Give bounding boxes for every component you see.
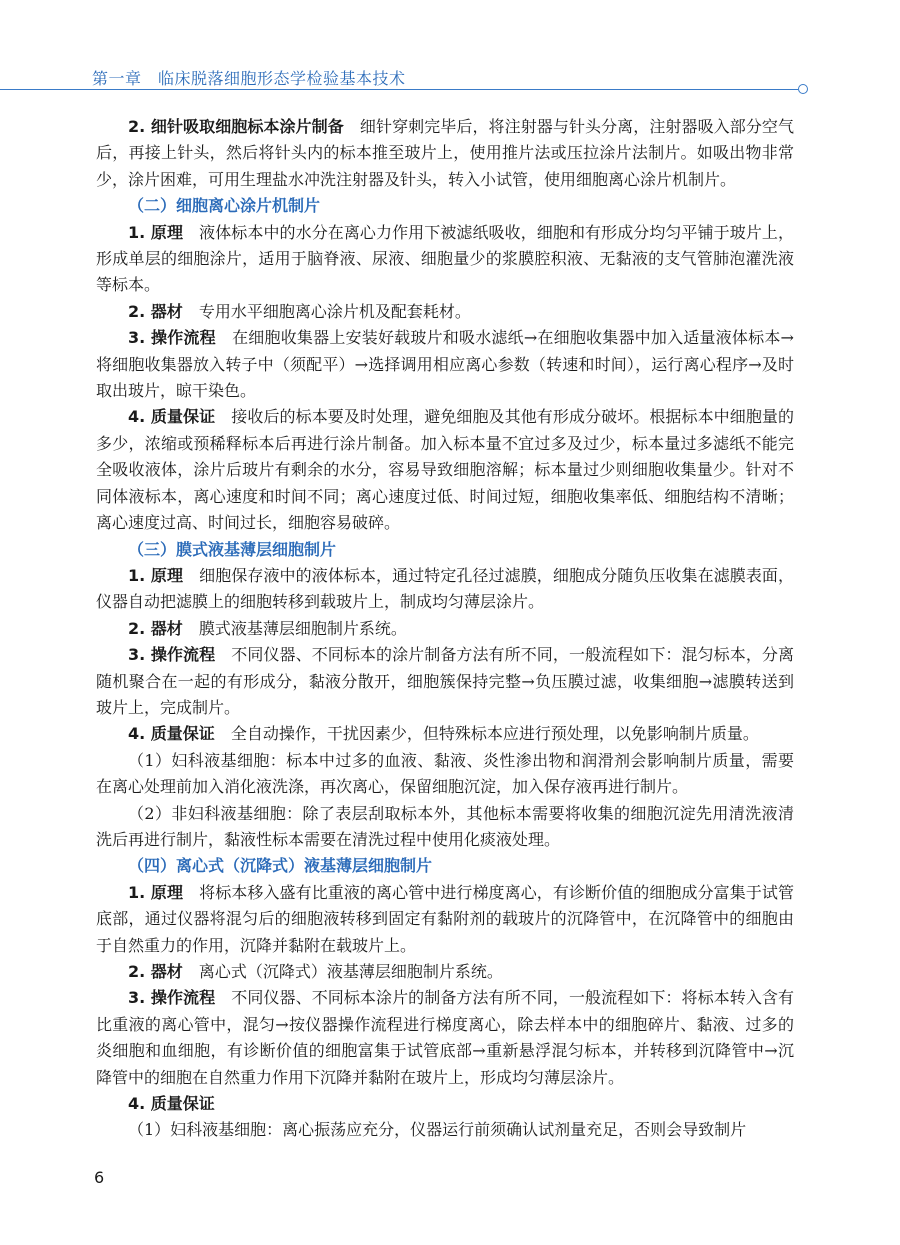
page-number: 6 [94,1168,105,1187]
section-heading: （四）离心式（沉降式）液基薄层细胞制片 [128,856,433,876]
paragraph: 2. 器材 膜式液基薄层细胞制片系统。 [128,618,407,638]
paragraph: 2. 细针吸取细胞标本涂片制备 细针穿刺完毕后，将注射器与针头分离，注射器吸入部分空气后，再接上针头，然后将针头内的标本推至玻片上，使用推片法或压拉涂片法制片。如吸出物非常少，涂片困难，可用生理盐水冲洗注射器及针头，转入小试管，使用细胞离心涂片机制片。 [96,117,794,189]
paragraph: 4. 质量保证 [128,1094,215,1114]
paragraph: 2. 器材 专用水平细胞离心涂片机及配套耗材。 [128,301,471,321]
section-heading: （二）细胞离心涂片机制片 [128,196,321,216]
paragraph: 1. 原理 细胞保存液中的液体标本，通过特定孔径过滤膜，细胞成分随负压收集在滤膜表面，仪器自动把滤膜上的细胞转移到载玻片上，制成均匀薄层涂片。 [96,565,794,612]
paragraph: （1）妇科液基细胞：离心振荡应充分，仪器运行前须确认试剂量充足，否则会导致制片 [128,1120,747,1140]
header-rule [0,89,798,90]
paragraph: 1. 原理 将标本移入盛有比重液的离心管中进行梯度离心，有诊断价值的细胞成分富集于试管底部，通过仪器将混匀后的细胞液转移到固定有黏附剂的载玻片的沉降管中，在沉降管中的细胞由于自然重力的作用，沉降并黏附在载玻片上。 [96,882,794,955]
paragraph: 3. 操作流程 不同仪器、不同标本的涂片制备方法有所不同，一般流程如下：混匀标本，分离随机聚合在一起的有形成分，黏液分散开，细胞簇保持完整→负压膜过滤，收集细胞→滤膜转送到玻片上，完成制片。 [96,645,794,717]
paragraph: 1. 原理 液体标本中的水分在离心力作用下被滤纸吸收，细胞和有形成分均匀平铺于玻片上，形成单层的细胞涂片，适用于脑脊液、尿液、细胞量少的浆膜腔积液、无黏液的支气管肺泡灌洗液等标本。 [96,222,794,295]
paragraph: （1）妇科液基细胞：标本中过多的血液、黏液、炎性渗出物和润滑剂会影响制片质量，需要在离心处理前加入消化液洗涤，再次离心，保留细胞沉淀，加入保存液再进行制片。 [96,750,794,797]
paragraph: 4. 质量保证 接收后的标本要及时处理，避免细胞及其他有形成分破坏。根据标本中细胞量的多少，浓缩或预稀释标本后再进行涂片制备。加入标本量不宜过多及过少，标本量过多滤纸不能完全吸收液体，涂片后玻片有剩余的水分，容易导致细胞溶解；标本量过少则细胞收集量少。针对不同体液标本，离心速度和时间不同；离心速度过低、时间过短，细胞收集率低、细胞结构不清晰；离心速度过高、时间过长，细胞容易破碎。 [96,407,794,533]
chapter-title: 第一章 临床脱落细胞形态学检验基本技术 [92,69,406,88]
paragraph: 3. 操作流程 不同仪器、不同标本涂片的制备方法有所不同，一般流程如下：将标本转入含有比重液的离心管中，混匀→按仪器操作流程进行梯度离心，除去样本中的细胞碎片、黏液、过多的炎细胞和血细胞，有诊断价值的细胞富集于试管底部→重新悬浮混匀标本，并转移到沉降管中→沉降管中的细胞在自然重力作用下沉降并黏附在玻片上，形成均匀薄层涂片。 [96,988,794,1087]
paragraph: 3. 操作流程 在细胞收集器上安装好载玻片和吸水滤纸→在细胞收集器中加入适量液体标本→将细胞收集器放入转子中（须配平）→选择调用相应离心参数（转速和时间），运行离心程序→及时取出玻片，晾干染色。 [96,328,794,401]
page-header [0,0,900,110]
paragraph: 2. 器材 离心式（沉降式）液基薄层细胞制片系统。 [128,962,503,981]
paragraph: 4. 质量保证 全自动操作，干扰因素少，但特殊标本应进行预处理，以免影响制片质量。 [128,724,759,744]
body-text [96,114,794,1144]
paragraph: （2）非妇科液基细胞：除了表层刮取标本外，其他标本需要将收集的细胞沉淀先用清洗液清洗后再进行制片，黏液性标本需要在清洗过程中使用化痰液处理。 [96,803,794,849]
header-circle-ornament [798,84,808,94]
section-heading: （三）膜式液基薄层细胞制片 [128,539,337,559]
